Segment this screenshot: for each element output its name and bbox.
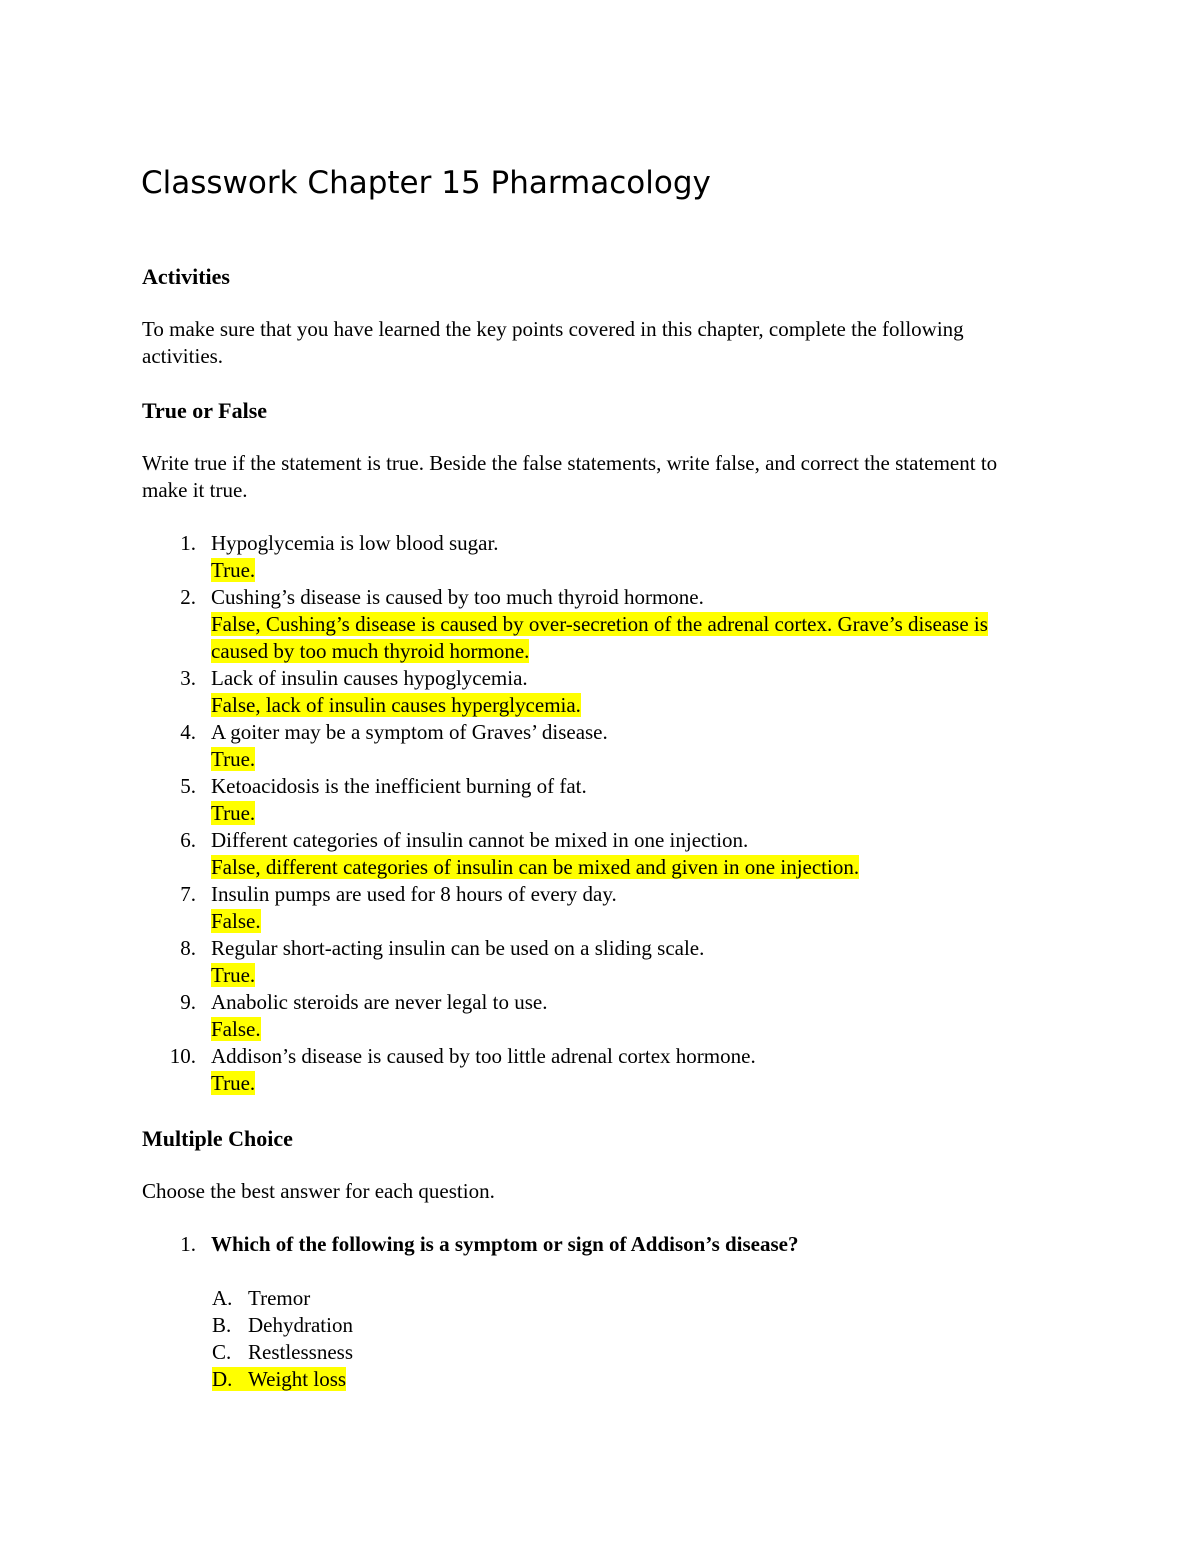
mc-question-number: 1. — [180, 1232, 196, 1256]
item-statement: Different categories of insulin cannot be mixed in one injection. — [211, 828, 749, 852]
item-number: 6. — [180, 828, 196, 852]
option-letter: B. — [212, 1313, 232, 1337]
item-statement: Addison’s disease is caused by too little adrenal cortex hormone. — [211, 1044, 756, 1068]
item-answer: False, different categories of insulin can be mixed and given in one injection. — [211, 855, 860, 879]
list-item — [142, 530, 1002, 584]
activities-heading: Activities — [142, 264, 230, 289]
list-item — [142, 881, 1002, 935]
mc-option-c — [212, 1339, 1002, 1366]
item-statement: Ketoacidosis is the inefficient burning of fat. — [211, 774, 587, 798]
item-number: 5. — [180, 774, 196, 798]
multiple-choice-heading: Multiple Choice — [142, 1126, 293, 1151]
item-answer: False. — [211, 909, 261, 933]
mc-question — [142, 1231, 1002, 1258]
list-item — [142, 773, 1002, 827]
option-text: Tremor — [248, 1286, 311, 1310]
item-statement: Cushing’s disease is caused by too much thyroid hormone. — [211, 585, 704, 609]
activities-intro: To make sure that you have learned the key points covered in this chapter, complete the following activities. — [142, 317, 964, 368]
mc-option-d — [212, 1366, 1002, 1393]
item-answer: True. — [211, 963, 256, 987]
item-answer: True. — [211, 747, 256, 771]
item-answer: True. — [211, 558, 256, 582]
list-item — [142, 1043, 1002, 1097]
document-title: Classwork Chapter 15 Pharmacology — [141, 165, 711, 201]
mc-options — [142, 1285, 1002, 1393]
true-false-list — [142, 530, 1002, 1097]
option-text: Dehydration — [248, 1313, 353, 1337]
item-number: 4. — [180, 720, 196, 744]
option-letter: C. — [212, 1340, 232, 1364]
list-item — [142, 827, 1002, 881]
option-text: Weight loss — [248, 1367, 347, 1391]
option-letter: A. — [212, 1286, 233, 1310]
item-number: 9. — [180, 990, 196, 1014]
item-answer: False, Cushing’s disease is caused by over-secretion of the adrenal cortex. Grave’s disease is caused by too much thyroid hormone. — [211, 612, 988, 663]
list-item — [142, 719, 1002, 773]
list-item — [142, 665, 1002, 719]
item-answer: True. — [211, 801, 256, 825]
item-number: 2. — [180, 585, 196, 609]
item-statement: Anabolic steroids are never legal to use. — [211, 990, 548, 1014]
item-statement: A goiter may be a symptom of Graves’ disease. — [211, 720, 608, 744]
item-statement: Hypoglycemia is low blood sugar. — [211, 531, 499, 555]
item-statement: Insulin pumps are used for 8 hours of every day. — [211, 882, 617, 906]
option-letter: D. — [212, 1367, 233, 1391]
item-answer: True. — [211, 1071, 256, 1095]
item-number: 10. — [169, 1044, 196, 1068]
item-number: 8. — [180, 936, 196, 960]
multiple-choice-instructions: Choose the best answer for each question. — [142, 1179, 495, 1203]
item-statement: Regular short-acting insulin can be used on a sliding scale. — [211, 936, 705, 960]
item-number: 7. — [180, 882, 196, 906]
mc-option-a — [212, 1285, 1002, 1312]
item-number: 1. — [180, 531, 196, 555]
option-text: Restlessness — [248, 1340, 353, 1364]
item-answer: False. — [211, 1017, 261, 1041]
item-answer: False, lack of insulin causes hyperglycemia. — [211, 693, 581, 717]
list-item — [142, 989, 1002, 1043]
mc-option-b — [212, 1312, 1002, 1339]
mc-question-text: Which of the following is a symptom or sign of Addison’s disease? — [211, 1232, 799, 1256]
true-false-instructions: Write true if the statement is true. Beside the false statements, write false, and correct the statement to make it true. — [142, 451, 998, 502]
highlighted-answer — [212, 1367, 346, 1391]
list-item — [142, 935, 1002, 989]
list-item — [142, 584, 1002, 665]
item-statement: Lack of insulin causes hypoglycemia. — [211, 666, 528, 690]
item-number: 3. — [180, 666, 196, 690]
document-body — [142, 262, 1002, 1393]
true-false-heading: True or False — [142, 398, 268, 423]
